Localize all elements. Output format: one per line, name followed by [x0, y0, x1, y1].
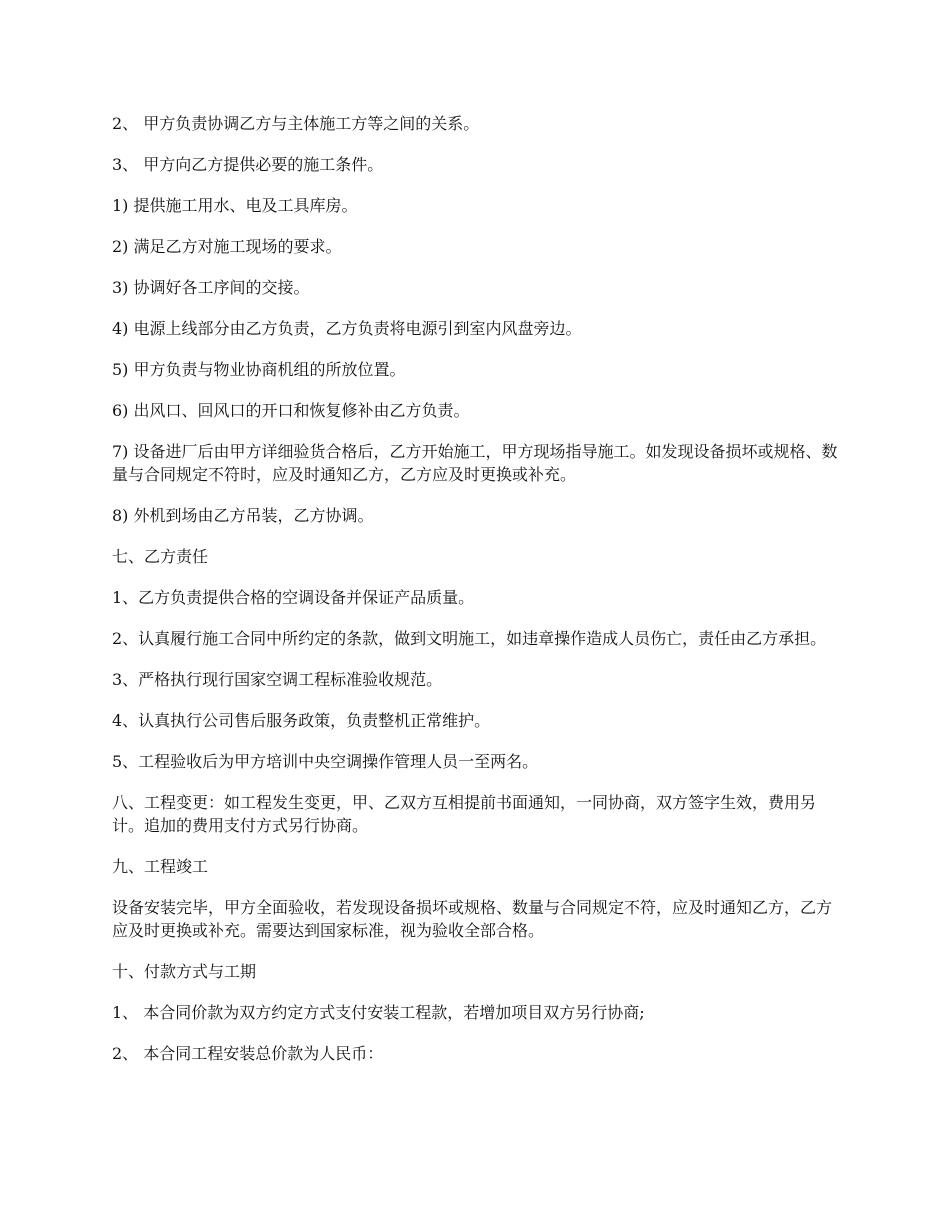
paragraph-party-a-coordination: 2、 甲方负责协调乙方与主体施工方等之间的关系。 — [112, 114, 480, 133]
paragraph-party-b-1: 1、乙方负责提供合格的空调设备并保证产品质量。 — [112, 588, 475, 607]
paragraph-payment-2: 2、 本合同工程安装总价款为人民币： — [112, 1044, 384, 1063]
paragraph-party-b-5: 5、工程验收后为甲方培训中央空调操作管理人员一至两名。 — [112, 752, 539, 771]
paragraph-party-b-2: 2、认真履行施工合同中所约定的条款，做到文明施工，如违章操作造成人员伤亡，责任由乙方承担。 — [112, 629, 827, 648]
paragraph-condition-3: 3) 协调好各工序间的交接。 — [112, 278, 310, 297]
paragraph-condition-1: 1) 提供施工用水、电及工具库房。 — [112, 196, 358, 215]
paragraph-party-b-3: 3、严格执行现行国家空调工程标准验收规范。 — [112, 670, 443, 689]
paragraph-condition-6: 6) 出风口、回风口的开口和恢复修补由乙方负责。 — [112, 401, 470, 420]
paragraph-project-change: 八、工程变更：如工程发生变更，甲、乙双方互相提前书面通知，一同协商，双方签字生效，费用另计。追加的费用支付方式另行协商。 — [112, 793, 817, 835]
section-heading-payment: 十、付款方式与工期 — [112, 962, 257, 981]
paragraph-party-b-4: 4、认真执行公司售后服务政策，负责整机正常维护。 — [112, 711, 491, 730]
paragraph-condition-5: 5) 甲方负责与物业协商机组的所放位置。 — [112, 360, 406, 379]
document-body — [112, 112, 842, 1083]
section-heading-party-b: 七、乙方责任 — [112, 547, 209, 566]
paragraph-condition-2: 2) 满足乙方对施工现场的要求。 — [112, 237, 342, 256]
paragraph-condition-7: 7) 设备进厂后由甲方详细验货合格后，乙方开始施工，甲方现场指导施工。如发现设备损坏或规格、数量与合同规定不符时，应及时通知乙方，乙方应及时更换或补充。 — [112, 442, 838, 484]
paragraph-payment-1: 1、 本合同价款为双方约定方式支付安装工程款，若增加项目双方另行协商; — [112, 1003, 645, 1022]
section-heading-completion: 九、工程竣工 — [112, 857, 209, 876]
paragraph-completion: 设备安装完毕，甲方全面验收，若发现设备损坏或规格、数量与合同规定不符，应及时通知乙方，乙方应及时更换或补充。需要达到国家标准，视为验收全部合格。 — [112, 898, 833, 940]
paragraph-condition-4: 4) 电源上线部分由乙方负责，乙方负责将电源引到室内风盘旁边。 — [112, 319, 582, 338]
paragraph-condition-8: 8) 外机到场由乙方吊装，乙方协调。 — [112, 506, 374, 525]
paragraph-party-a-conditions: 3、 甲方向乙方提供必要的施工条件。 — [112, 155, 384, 174]
